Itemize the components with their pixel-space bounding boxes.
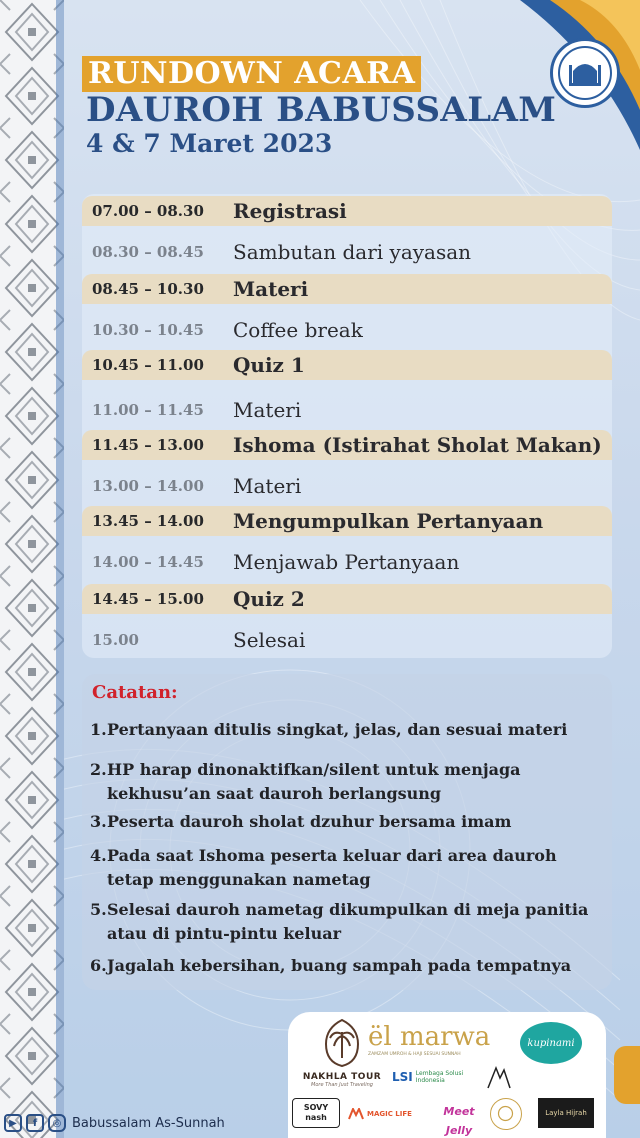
- schedule-time: 14.00 – 14.45: [92, 553, 204, 571]
- title-rundown: RUNDOWN ACARA: [82, 56, 421, 92]
- badge-icon: [491, 1099, 520, 1128]
- facebook-icon[interactable]: f: [26, 1114, 44, 1132]
- schedule-row: [82, 196, 612, 226]
- social-handle[interactable]: Babussalam As-Sunnah: [72, 1115, 225, 1131]
- schedule-activity: Registrasi: [233, 199, 347, 223]
- sponsor-round-badge: [490, 1098, 522, 1130]
- schedule-activity: Quiz 2: [233, 587, 305, 611]
- sponsor-layla-hijrah: [538, 1098, 594, 1128]
- schedule-row: [82, 620, 612, 660]
- schedule-time: 08.30 – 08.45: [92, 243, 204, 261]
- magic-life-icon: [348, 1108, 364, 1120]
- schedule-activity: Menjawab Pertanyaan: [233, 550, 460, 574]
- note-text: Jagalah kebersihan, buang sampah pada tempatnya: [107, 956, 572, 975]
- note-item: [90, 898, 596, 946]
- schedule-row: [82, 466, 612, 506]
- note-item: [90, 810, 596, 834]
- note-text: Selesai dauroh nametag dikumpulkan di meja panitia atau di pintu-pintu keluar: [107, 900, 589, 943]
- sponsor-kupinami-name: kupinami: [527, 1037, 575, 1049]
- note-item: [90, 758, 596, 806]
- schedule-time: 07.00 – 08.30: [92, 202, 204, 220]
- sponsor-nakhla-name: NAKHLA TOUR: [302, 1072, 382, 1082]
- note-number: 1.: [90, 720, 107, 739]
- sponsor-nakhla-tagline: More Than Just Traveling: [311, 1082, 373, 1088]
- note-number: 6.: [90, 956, 107, 975]
- schedule-activity: Materi: [233, 398, 302, 422]
- sponsor-lsi: [392, 1070, 482, 1084]
- notes-panel: [82, 674, 612, 990]
- title-event-name: DAUROH BABUSSALAM: [86, 90, 557, 130]
- schedule-row: [82, 310, 612, 350]
- event-date: 4 & 7 Maret 2023: [86, 129, 333, 158]
- schedule-activity: Ishoma (Istirahat Sholat Makan): [233, 433, 602, 457]
- schedule-row: [82, 232, 612, 272]
- note-item: [90, 718, 596, 742]
- sponsor-mountain-logo: [484, 1062, 514, 1092]
- mosque-icon: [553, 41, 617, 105]
- note-text: Pertanyaan ditulis singkat, jelas, dan sesuai materi: [107, 720, 568, 739]
- schedule-time: 10.30 – 10.45: [92, 321, 204, 339]
- schedule-row: [82, 390, 612, 430]
- note-item: [90, 844, 596, 892]
- schedule-time: 11.00 – 11.45: [92, 401, 204, 419]
- schedule-activity: Materi: [233, 277, 309, 301]
- schedule-row: [82, 430, 612, 460]
- left-ornament-border: [0, 0, 64, 1138]
- schedule-activity: Sambutan dari yayasan: [233, 240, 472, 264]
- instagram-icon[interactable]: ◎: [48, 1114, 66, 1132]
- schedule-time: 14.45 – 15.00: [92, 590, 204, 608]
- note-text: HP harap dinonaktifkan/silent untuk menjaga kekhusu’an saat dauroh berlangsung: [107, 760, 521, 803]
- note-item: [90, 954, 596, 978]
- sponsor-kupinami: [520, 1022, 582, 1064]
- note-text: Pada saat Ishoma peserta keluar dari area dauroh tetap menggunakan nametag: [107, 846, 557, 889]
- sponsor-meet-jelly: [436, 1100, 482, 1138]
- sponsor-meet-jelly-name: Meet Jelly: [443, 1105, 475, 1137]
- sponsor-lsi-sub: Lembaga Solusi Indonesia: [415, 1070, 464, 1084]
- sponsor-magic-life: [348, 1108, 428, 1120]
- sponsor-lsi-name: LSI: [392, 1070, 413, 1084]
- sponsor-elmarwa: [368, 1022, 518, 1057]
- sponsor-layla-name: Layla Hijrah: [545, 1109, 587, 1117]
- note-number: 5.: [90, 900, 107, 919]
- schedule-time: 10.45 – 11.00: [92, 356, 204, 374]
- schedule-row: [82, 584, 612, 614]
- schedule-activity: Quiz 1: [233, 353, 305, 377]
- palm-tree-icon: [322, 1018, 362, 1068]
- schedule-time: 13.00 – 14.00: [92, 477, 204, 495]
- babussalam-logo: [550, 38, 620, 108]
- schedule-activity: Coffee break: [233, 318, 363, 342]
- schedule-time: 15.00: [92, 631, 139, 649]
- youtube-icon[interactable]: ▶: [4, 1114, 22, 1132]
- notes-title: Catatan:: [92, 682, 178, 703]
- schedule-row: [82, 506, 612, 536]
- schedule-time: 11.45 – 13.00: [92, 436, 204, 454]
- note-number: 3.: [90, 812, 107, 831]
- note-number: 4.: [90, 846, 107, 865]
- note-number: 2.: [90, 760, 107, 779]
- social-footer: [0, 1108, 288, 1138]
- sponsor-magic-name: MAGIC LIFE: [367, 1110, 412, 1118]
- schedule-activity: Materi: [233, 474, 302, 498]
- schedule-time: 13.45 – 14.00: [92, 512, 204, 530]
- schedule-row: [82, 274, 612, 304]
- schedule-row: [82, 350, 612, 380]
- sponsors-panel: [288, 1012, 606, 1138]
- schedule-activity: Selesai: [233, 628, 306, 652]
- ornament-pattern: [0, 0, 64, 1138]
- schedule-time: 08.45 – 10.30: [92, 280, 204, 298]
- sponsor-sovy: [292, 1098, 340, 1128]
- sponsor-sovy-name: SOVY nash: [303, 1103, 329, 1122]
- mountain-icon: [484, 1062, 514, 1092]
- sponsor-elmarwa-name: ël marwa: [368, 1022, 491, 1052]
- sponsor-elmarwa-tagline: ZAMZAM UMROH & HAJI SESUAI SUNNAH: [368, 1052, 461, 1057]
- note-text: Peserta dauroh sholat dzuhur bersama imam: [107, 812, 512, 831]
- schedule-row: [82, 542, 612, 582]
- schedule-table: [82, 194, 612, 658]
- right-gold-tab: [614, 1046, 640, 1104]
- schedule-activity: Mengumpulkan Pertanyaan: [233, 509, 544, 533]
